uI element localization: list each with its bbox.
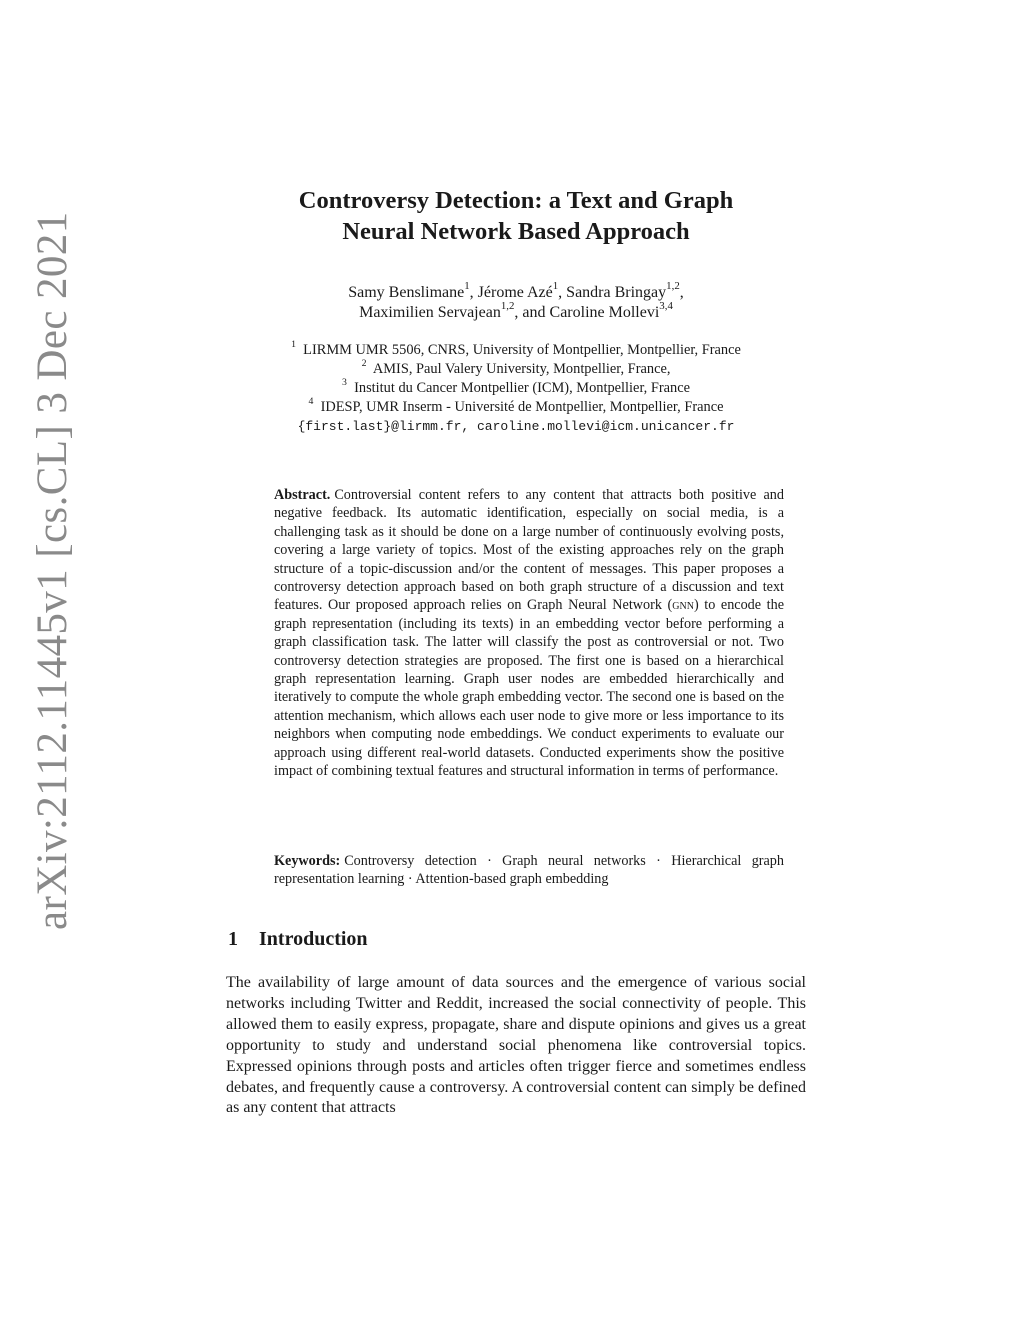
section-title: Introduction — [259, 928, 368, 950]
affiliation: $^2$ AMIS, Paul Valery University, Montpellier, France, — [361, 357, 671, 377]
contact-emails[interactable]: {first.last}@lirmm.fr, caroline.mollevi@icm.unicancer.fr — [297, 419, 735, 434]
affiliation: $^4$ IDESP, UMR Inserm - Université de Montpellier, Montpellier, France — [308, 395, 724, 415]
author-name: Samy Benslimane — [348, 284, 465, 301]
section-heading — [228, 926, 368, 952]
keywords-text: Controversy detection · Graph neural networks · Hierarchical graph representation learning · Attention-based graph embedding — [274, 853, 784, 888]
author-line-1: Samy Benslimane$^1$, Jérome Azé$^1$, Sandra Bringay$^{1,2}$, — [348, 280, 684, 301]
abstract-label: Abstract. — [274, 487, 331, 503]
author-affil-sup: 3,4 — [659, 300, 673, 313]
author-name: Sandra Bringay — [566, 284, 667, 301]
intro-paragraph: The availability of large amount of data sources and the emergence of various social networks including Twitter and Reddit, increased the social connectivity of people. This allowed them to easily express, propagate, share and dispute opinions and gives us a great opportunity to study and understand social phenomena like controversial topics. Expressed opinions through posts and articles often trigger fierce and sometimes endless debates, and frequently cause a controversy. A controversial content can simply be defined as any content that attracts — [226, 974, 806, 1117]
author-conjunction: , and — [514, 304, 550, 321]
abstract-text: Controversial content refers to any content that attracts both positive and negative feedback. Its automatic identification, especially on social media, is a challenging task as it should be done on a large number of continuously evolving posts, covering a large variety of topics. Most of the existing approaches rely on the graph structure of a topic-discussion and/or the content of messages. This paper proposes a controversy detection approach based on both graph structure of a discussion and text features. Our proposed approach relies on Graph Neural Network ( — [274, 487, 784, 614]
section-number: 1 — [228, 928, 238, 950]
author-affil-sup: 1 — [552, 280, 559, 293]
author-list — [226, 280, 806, 323]
gnn-acronym: gnn — [672, 597, 694, 614]
title-line-2: Neural Network Based Approach — [342, 218, 690, 245]
affiliation-list — [226, 338, 806, 436]
abstract — [274, 486, 784, 781]
author-affil-sup: 1 — [464, 280, 470, 293]
author-name: Jérome Azé — [477, 284, 553, 301]
author-name: Maximilien Servajean — [359, 304, 501, 321]
author-affil-sup: 1,2 — [500, 300, 515, 313]
paper-title — [226, 185, 806, 247]
author-name: Caroline Mollevi — [549, 304, 660, 321]
keywords — [274, 852, 784, 889]
affiliation: $^3$ Institut du Cancer Montpellier (ICM), Montpellier, France — [341, 376, 691, 396]
author-line-2 — [226, 300, 806, 323]
affiliation: $^1$ LIRMM UMR 5506, CNRS, University of Montpellier, Montpellier, France — [291, 338, 741, 358]
author-affil-sup: 1,2 — [666, 280, 680, 293]
title-line-1: Controversy Detection: a Text and Graph — [298, 187, 734, 214]
keywords-label: Keywords: — [274, 853, 341, 869]
arxiv-identifier: arXiv:2112.11445v1 [cs.CL] 3 Dec 2021 — [29, 211, 76, 930]
abstract-text: ) to encode the graph representation (including its texts) in an embedding vector before performing a graph classification task. The latter will classify the post as controversial or not. Two controversy detection strategies are proposed. The first one is based on a hierarchical graph representation learning. Graph user nodes are embedded hierarchically and iteratively to compute the whole graph embedding vector. The second one is based on the attention mechanism, which allows each user node to give more or less importance to its neighbors when computing node embeddings. We conduct experiments to evaluate our approach using different real-world datasets. Conducted experiments show the positive impact of combining textual features and structural information in terms of performance. — [274, 597, 785, 780]
